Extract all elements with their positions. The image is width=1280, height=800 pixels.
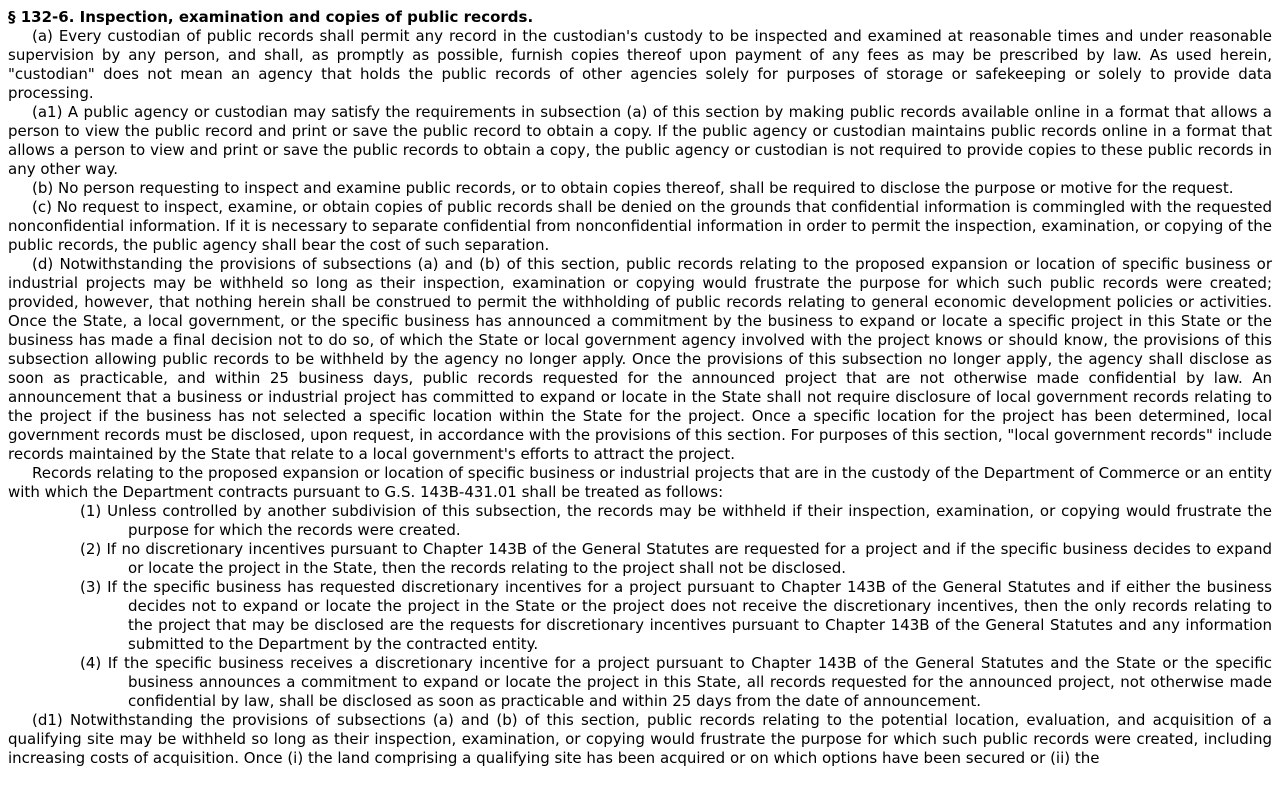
subsection-a: (a) Every custodian of public records shall permit any record in the custodian's custody to be inspected and examined at reasonable times and under reasonable supervision by any person, and shall, as promptly as possible, furnish copies thereof upon payment of any fees as may be prescribed by law. As used herein, "custodian" does not mean an agency that holds the public records of other agencies solely for purposes of storage or safekeeping or solely to provide data processing.	[8, 27, 1272, 102]
section-heading: § 132-6. Inspection, examination and copies of public records.	[8, 8, 534, 26]
list-item-4: (4) If the specific business receives a discretionary incentive for a project pursuant to Chapter 143B of the General Statutes and the State or the specific business announces a commitment to expand or locate the project in this State, all records requested for the announced project, not otherwise made confidential by law, shall be disclosed as soon as practicable and within 25 days from the date of announcement.	[80, 654, 1272, 710]
commerce-records-intro: Records relating to the proposed expansion or location of specific business or industrial projects that are in the custody of the Department of Commerce or an entity with which the Department contracts pursuant to G.S. 143B-431.01 shall be treated as follows:	[8, 464, 1272, 501]
list-item-3: (3) If the specific business has requested discretionary incentives for a project pursuant to Chapter 143B of the General Statutes and if either the business decides not to expand or locate the project in the State or the project does not receive the discretionary incentives, then the only records relating to the project that may be disclosed are the requests for discretionary incentives pursuant to Chapter 143B of the General Statutes and any information submitted to the Department by the contracted entity.	[80, 578, 1272, 653]
subsection-a1: (a1) A public agency or custodian may satisfy the requirements in subsection (a) of this section by making public records available online in a format that allows a person to view the public record and print or save the public record to obtain a copy. If the public agency or custodian maintains public records online in a format that allows a person to view and print or save the public records to obtain a copy, the public agency or custodian is not required to provide copies to these public records in any other way.	[8, 103, 1272, 178]
statute-document	[8, 8, 1272, 768]
list-item-1: (1) Unless controlled by another subdivision of this subsection, the records may be withheld if their inspection, examination, or copying would frustrate the purpose for which the records were created.	[80, 502, 1272, 539]
subsection-b: (b) No person requesting to inspect and examine public records, or to obtain copies thereof, shall be required to disclose the purpose or motive for the request.	[32, 179, 1234, 197]
subsection-d1: (d1) Notwithstanding the provisions of subsections (a) and (b) of this section, public records relating to the potential location, evaluation, and acquisition of a qualifying site may be withheld so long as their inspection, examination, or copying would frustrate the purpose for which such public records were created, including increasing costs of acquisition. Once (i) the land comprising a qualifying site has been acquired or on which options have been secured or (ii) the	[8, 711, 1272, 767]
subsection-c: (c) No request to inspect, examine, or obtain copies of public records shall be denied on the grounds that confidential information is commingled with the requested nonconfidential information. If it is necessary to separate confidential from nonconfidential information in order to permit the inspection, examination, or copying of the public records, the public agency shall bear the cost of such separation.	[8, 198, 1272, 254]
subsection-d: (d) Notwithstanding the provisions of subsections (a) and (b) of this section, public records relating to the proposed expansion or location of specific business or industrial projects may be withheld so long as their inspection, examination or copying would frustrate the purpose for which such public records were created; provided, however, that nothing herein shall be construed to permit the withholding of public records relating to general economic development policies or activities. Once the State, a local government, or the specific business has announced a commitment by the business to expand or locate a specific project in this State or the business has made a final decision not to do so, of which the State or local government agency involved with the project knows or should know, the provisions of this subsection allowing public records to be withheld by the agency no longer apply. Once the provisions of this subsection no longer apply, the agency shall disclose as soon as practicable, and within 25 business days, public records requested for the announced project that are not otherwise made confidential by law. An announcement that a business or industrial project has committed to expand or locate in the State shall not require disclosure of local government records relating to the project if the business has not selected a specific location within the State for the project. Once a specific location for the project has been determined, local government records must be disclosed, upon request, in accordance with the provisions of this section. For purposes of this section, "local government records" include records maintained by the State that relate to a local government's efforts to attract the project.	[8, 255, 1272, 463]
list-item-2: (2) If no discretionary incentives pursuant to Chapter 143B of the General Statutes are requested for a project and if the specific business decides to expand or locate the project in the State, then the records relating to the project shall not be disclosed.	[80, 540, 1272, 577]
